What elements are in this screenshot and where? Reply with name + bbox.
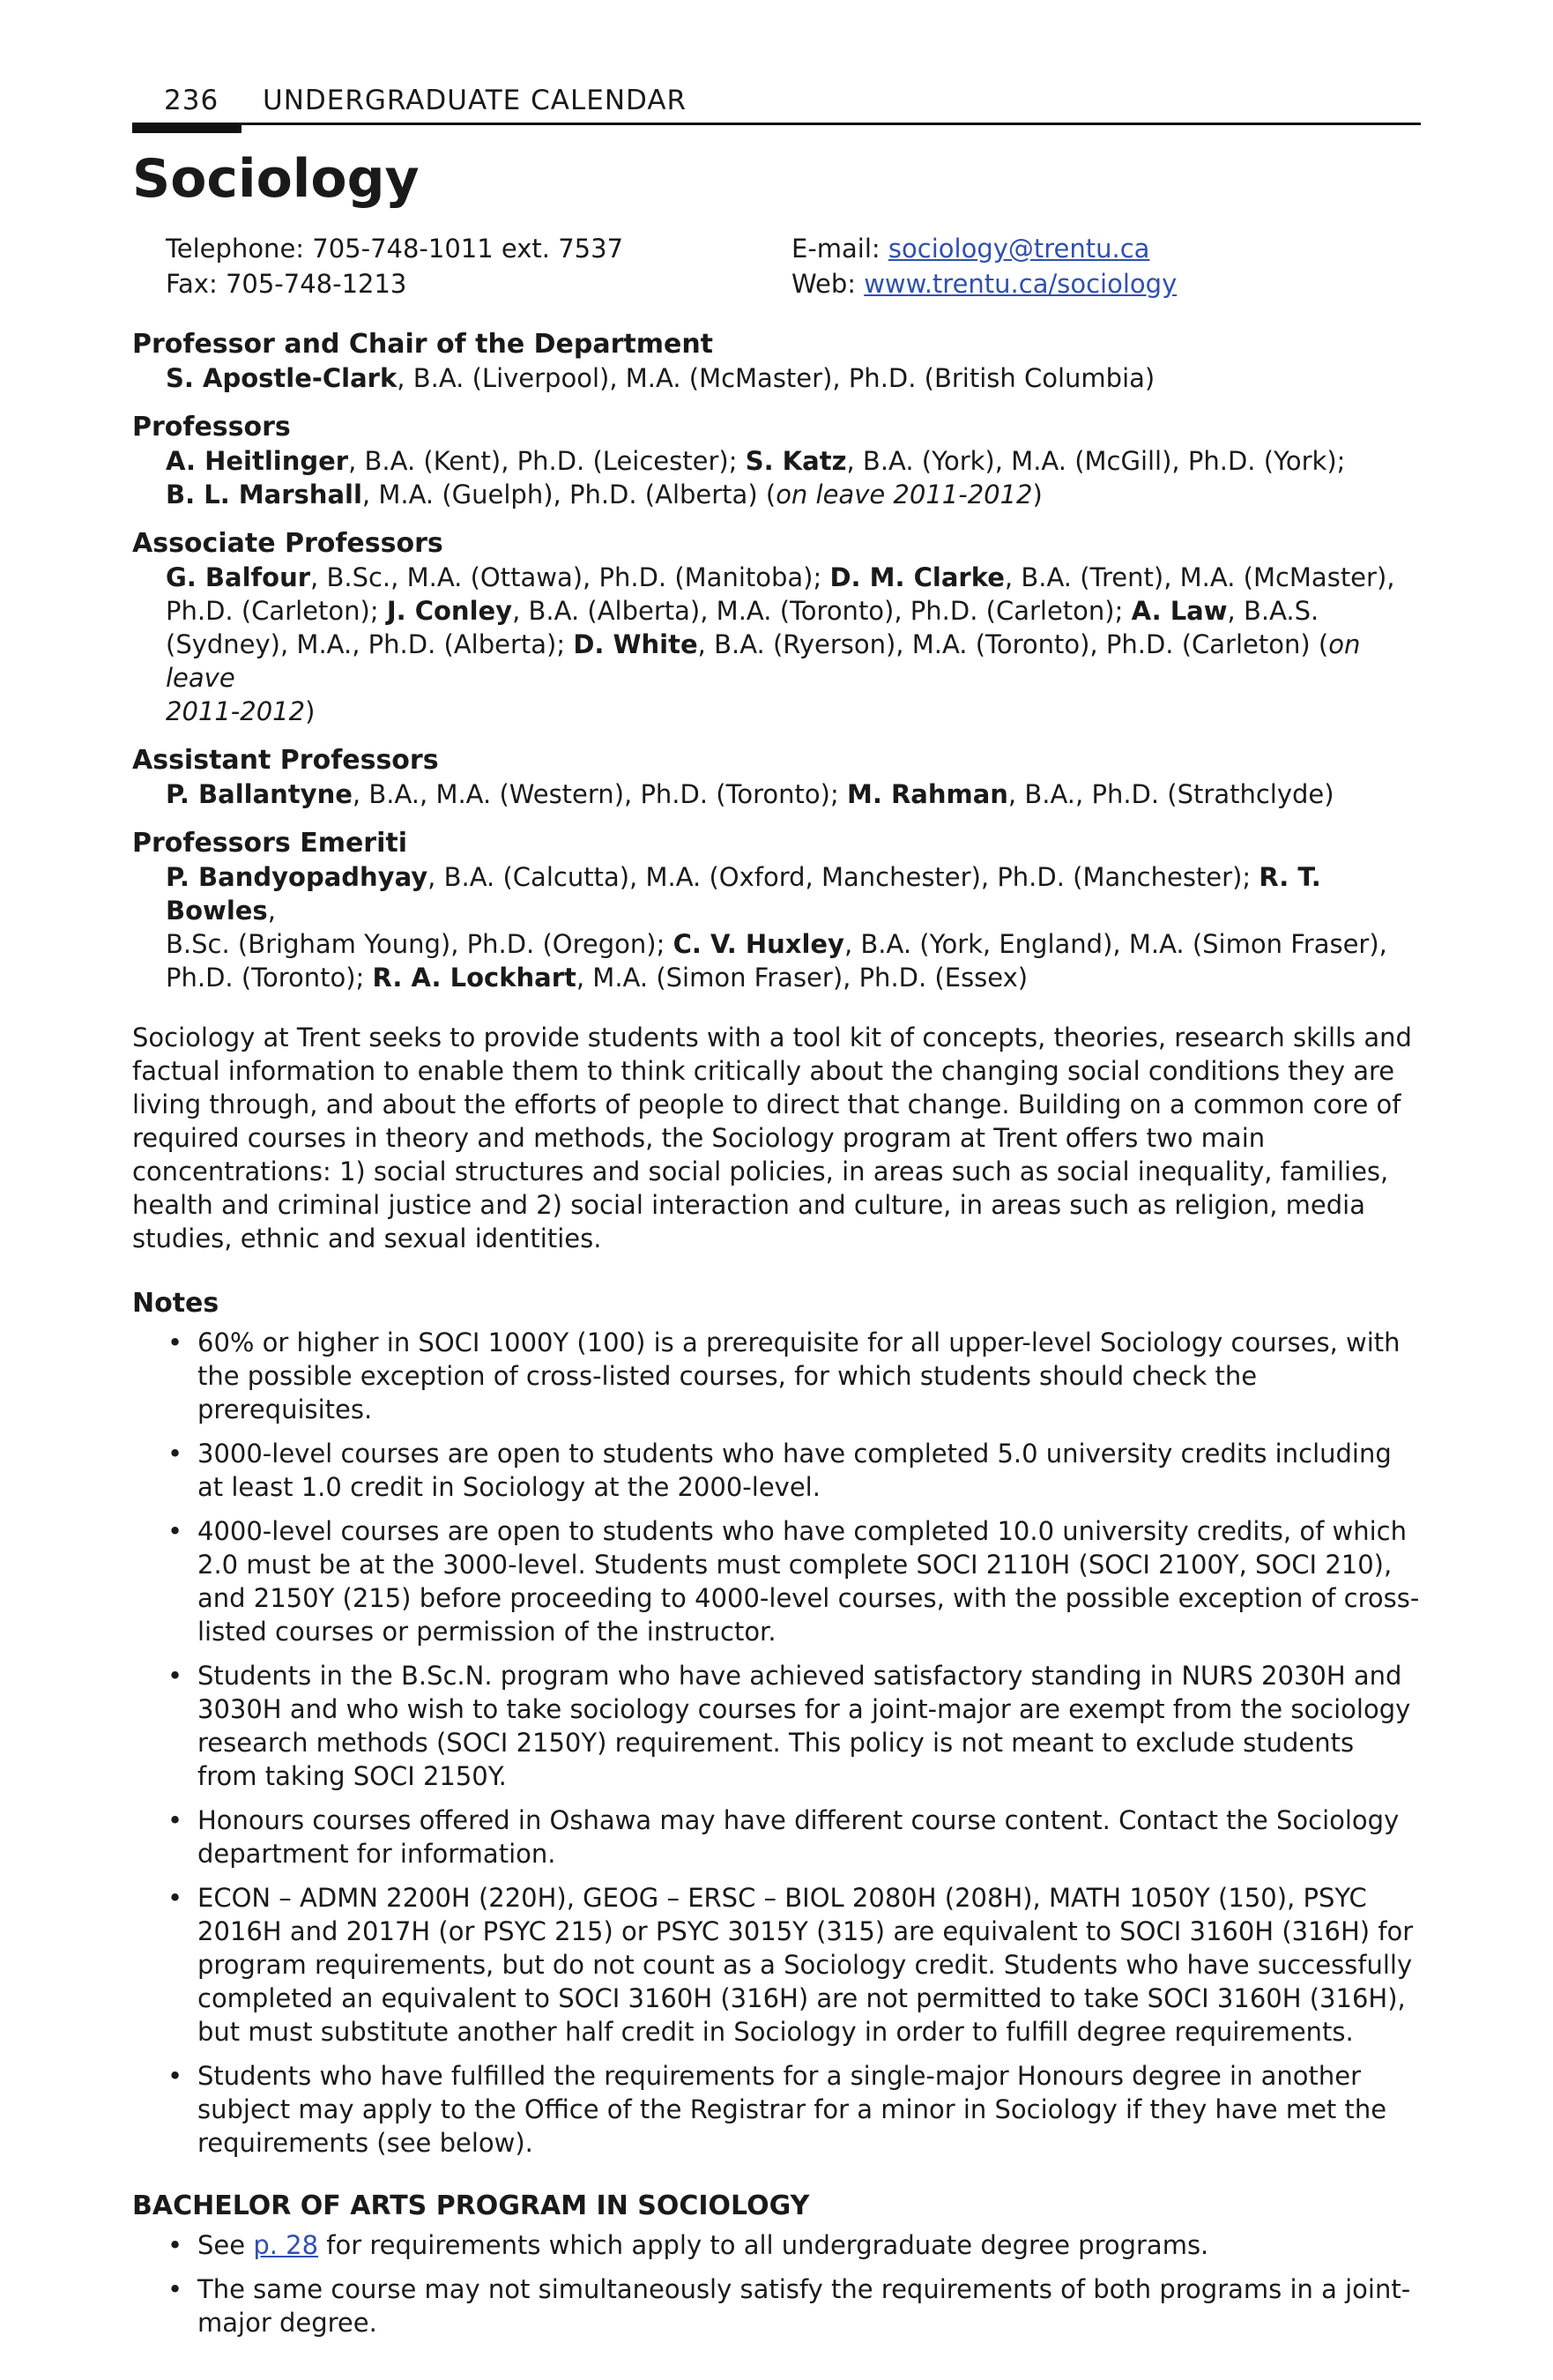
faculty-credentials: , B.A.S. bbox=[1227, 596, 1319, 626]
ba-program-list bbox=[132, 2228, 1421, 2339]
faculty-name: A. Law bbox=[1131, 596, 1228, 626]
faculty-name: J. Conley bbox=[386, 596, 513, 626]
note-item: • Honours courses offered in Oshawa may have different course content. Contact the Sociology department for information. bbox=[132, 1804, 1421, 1871]
see-suffix: for requirements which apply to all undergraduate degree programs. bbox=[318, 2230, 1209, 2260]
faculty-name: R. T. Bowles bbox=[166, 862, 1321, 926]
page-header bbox=[132, 81, 1421, 134]
faculty-credentials: ) bbox=[1032, 480, 1043, 509]
faculty-credentials: , M.A. (Simon Fraser), Ph.D. (Essex) bbox=[576, 963, 1029, 993]
faculty-group bbox=[132, 328, 1421, 395]
faculty-credentials: , B.A. (Trent), M.A. (McMaster), bbox=[1004, 562, 1395, 592]
web-label: Web: bbox=[791, 269, 865, 299]
faculty-line bbox=[132, 594, 1421, 628]
fax: Fax: 705-748-1213 bbox=[166, 269, 407, 299]
faculty-credentials: ) bbox=[305, 696, 316, 726]
email-line bbox=[791, 231, 1177, 266]
header-rule bbox=[132, 123, 1421, 125]
note-item: • Students in the B.Sc.N. program who have achieved satisfactory standing in NURS 2030H and 3030H and who wish to take sociology courses for a joint-major are exempt from the sociology research methods (SOCI 2150Y) requirement. This policy is not meant to exclude students from taking SOCI 2150Y. bbox=[132, 1659, 1421, 1793]
faculty-credentials: , B.A. (Ryerson), M.A. (Toronto), Ph.D. (Carleton) ( bbox=[697, 629, 1329, 659]
page-title: Sociology bbox=[132, 148, 420, 210]
leave-note: on leave 2011-2012 bbox=[776, 480, 1033, 509]
list-item: • The same course may not simultaneously satisfy the requirements of both programs in a joint-major degree. bbox=[132, 2272, 1421, 2339]
faculty-credentials: , B.A. (Calcutta), M.A. (Oxford, Manchester), Ph.D. (Manchester); bbox=[427, 862, 1259, 892]
faculty-credentials: , bbox=[267, 896, 276, 926]
faculty-credentials: , B.Sc., M.A. (Ottawa), Ph.D. (Manitoba); bbox=[310, 562, 830, 592]
notes-list bbox=[132, 1326, 1421, 2160]
note-item: • 4000-level courses are open to students who have completed 10.0 university credits, of which 2.0 must be at the 3000-level. Students must complete SOCI 2110H (SOCI 2100Y, SOCI 210), and 2150Y (215) before proceeding to 4000-level courses, with the possible exception of cross-listed courses or permission of the instructor. bbox=[132, 1514, 1421, 1648]
faculty-line bbox=[132, 860, 1421, 927]
leave-note: on leave bbox=[166, 629, 1361, 693]
faculty-line bbox=[132, 361, 1421, 395]
faculty-line bbox=[132, 927, 1421, 961]
faculty-line bbox=[132, 561, 1421, 594]
note-item: • ECON – ADMN 2200H (220H), GEOG – ERSC – BIOL 2080H (208H), MATH 1050Y (150), PSYC 2016H and 2017H (or PSYC 215) or PSYC 3015Y (315) are equivalent to SOCI 3160H (316H) for program requirements, but do not count as a Sociology credit. Students who have successfully completed an equivalent to SOCI 3160H (316H) are not permitted to take SOCI 3160H (316H), but must substitute another half credit in Sociology in order to fulfill degree requirements. bbox=[132, 1881, 1421, 2049]
web-link[interactable]: www.trentu.ca/sociology bbox=[864, 269, 1178, 299]
list-item bbox=[132, 2228, 1421, 2262]
faculty-credentials: , M.A. (Guelph), Ph.D. (Alberta) ( bbox=[361, 480, 776, 509]
faculty-credentials: , B.A. (Liverpool), M.A. (McMaster), Ph.D. (British Columbia) bbox=[397, 363, 1155, 393]
faculty-name: S. Katz bbox=[745, 446, 847, 476]
faculty-group-heading: Professors Emeriti bbox=[132, 828, 408, 859]
contact-phone-block bbox=[166, 231, 623, 301]
faculty-name: D. White bbox=[573, 629, 698, 659]
email-link[interactable]: sociology@trentu.ca bbox=[888, 234, 1150, 264]
faculty-line bbox=[132, 961, 1421, 994]
faculty-credentials: Ph.D. (Carleton); bbox=[166, 596, 387, 626]
main-content bbox=[132, 328, 1421, 2350]
faculty-credentials: , B.A., M.A. (Western), Ph.D. (Toronto); bbox=[352, 779, 847, 809]
faculty-name: D. M. Clarke bbox=[829, 562, 1005, 592]
faculty-line bbox=[132, 777, 1421, 811]
faculty-group-heading: Associate Professors bbox=[132, 528, 443, 559]
faculty-group-heading: Professors bbox=[132, 412, 291, 443]
leave-note: 2011-2012 bbox=[166, 696, 306, 726]
faculty-name: P. Bandyopadhyay bbox=[166, 862, 428, 892]
faculty-credentials: (Sydney), M.A., Ph.D. (Alberta); bbox=[166, 629, 574, 659]
faculty-credentials: , B.A. (York, England), M.A. (Simon Fraser), bbox=[843, 929, 1387, 959]
note-item: • 60% or higher in SOCI 1000Y (100) is a prerequisite for all upper-level Sociology courses, with the possible exception of cross-listed courses, for which students should check the prerequisites. bbox=[132, 1326, 1421, 1426]
faculty-group-heading: Assistant Professors bbox=[132, 745, 439, 776]
faculty-group bbox=[132, 411, 1421, 511]
faculty-credentials: B.Sc. (Brigham Young), Ph.D. (Oregon); bbox=[166, 929, 673, 959]
faculty-credentials: , B.A. (York), M.A. (McGill), Ph.D. (York); bbox=[846, 446, 1346, 476]
faculty-credentials: , B.A. (Kent), Ph.D. (Leicester); bbox=[348, 446, 746, 476]
faculty-credentials: , B.A., Ph.D. (Strathclyde) bbox=[1007, 779, 1334, 809]
faculty-name: C. V. Huxley bbox=[672, 929, 844, 959]
faculty-credentials: , B.A. (Alberta), M.A. (Toronto), Ph.D. (Carleton); bbox=[512, 596, 1132, 626]
faculty-group bbox=[132, 527, 1421, 728]
intro-paragraph: Sociology at Trent seeks to provide students with a tool kit of concepts, theories, research skills and factual information to enable them to think critically about the changing social conditions they are living through, and about the efforts of people to direct that change. Building on a common core of required courses in theory and methods, the Sociology program at Trent offers two main concentrations: 1) social structures and social policies, in areas such as social inequality, families, health and criminal justice and 2) social interaction and culture, in areas such as religion, media studies, ethnic and sexual identities. bbox=[132, 1023, 1412, 1253]
faculty-list bbox=[132, 328, 1421, 994]
faculty-line bbox=[132, 628, 1421, 695]
faculty-group bbox=[132, 827, 1421, 994]
web-line bbox=[791, 266, 1177, 301]
faculty-credentials: Ph.D. (Toronto); bbox=[166, 963, 373, 993]
note-item: • 3000-level courses are open to students who have completed 5.0 university credits including at least 1.0 credit in Sociology at the 2000-level. bbox=[132, 1437, 1421, 1504]
faculty-line bbox=[132, 695, 1421, 728]
faculty-line bbox=[132, 444, 1421, 478]
page-reference-link[interactable]: p. 28 bbox=[253, 2230, 319, 2260]
faculty-name: P. Ballantyne bbox=[166, 779, 353, 809]
faculty-name: B. L. Marshall bbox=[166, 480, 362, 509]
faculty-name: S. Apostle-Clark bbox=[166, 363, 398, 393]
faculty-name: G. Balfour bbox=[166, 562, 311, 592]
header-rule-accent bbox=[132, 123, 241, 133]
ba-program-heading: BACHELOR OF ARTS PROGRAM IN SOCIOLOGY bbox=[132, 2190, 810, 2221]
running-title: UNDERGRADUATE CALENDAR bbox=[263, 85, 687, 116]
contact-online-block bbox=[791, 231, 1177, 301]
faculty-line bbox=[132, 478, 1421, 511]
note-item: • Students who have fulfilled the requirements for a single-major Honours degree in another subject may apply to the Office of the Registrar for a minor in Sociology if they have met the requirements (see below). bbox=[132, 2059, 1421, 2160]
faculty-name: M. Rahman bbox=[846, 779, 1008, 809]
faculty-group-heading: Professor and Chair of the Department bbox=[132, 329, 714, 360]
telephone: Telephone: 705-748-1011 ext. 7537 bbox=[166, 234, 624, 264]
faculty-name: R. A. Lockhart bbox=[372, 963, 576, 993]
faculty-name: A. Heitlinger bbox=[166, 446, 349, 476]
faculty-group bbox=[132, 744, 1421, 811]
notes-heading: Notes bbox=[132, 1288, 219, 1319]
page-number: 236 bbox=[164, 85, 219, 116]
email-label: E-mail: bbox=[791, 234, 888, 264]
see-prefix: See bbox=[197, 2230, 254, 2260]
